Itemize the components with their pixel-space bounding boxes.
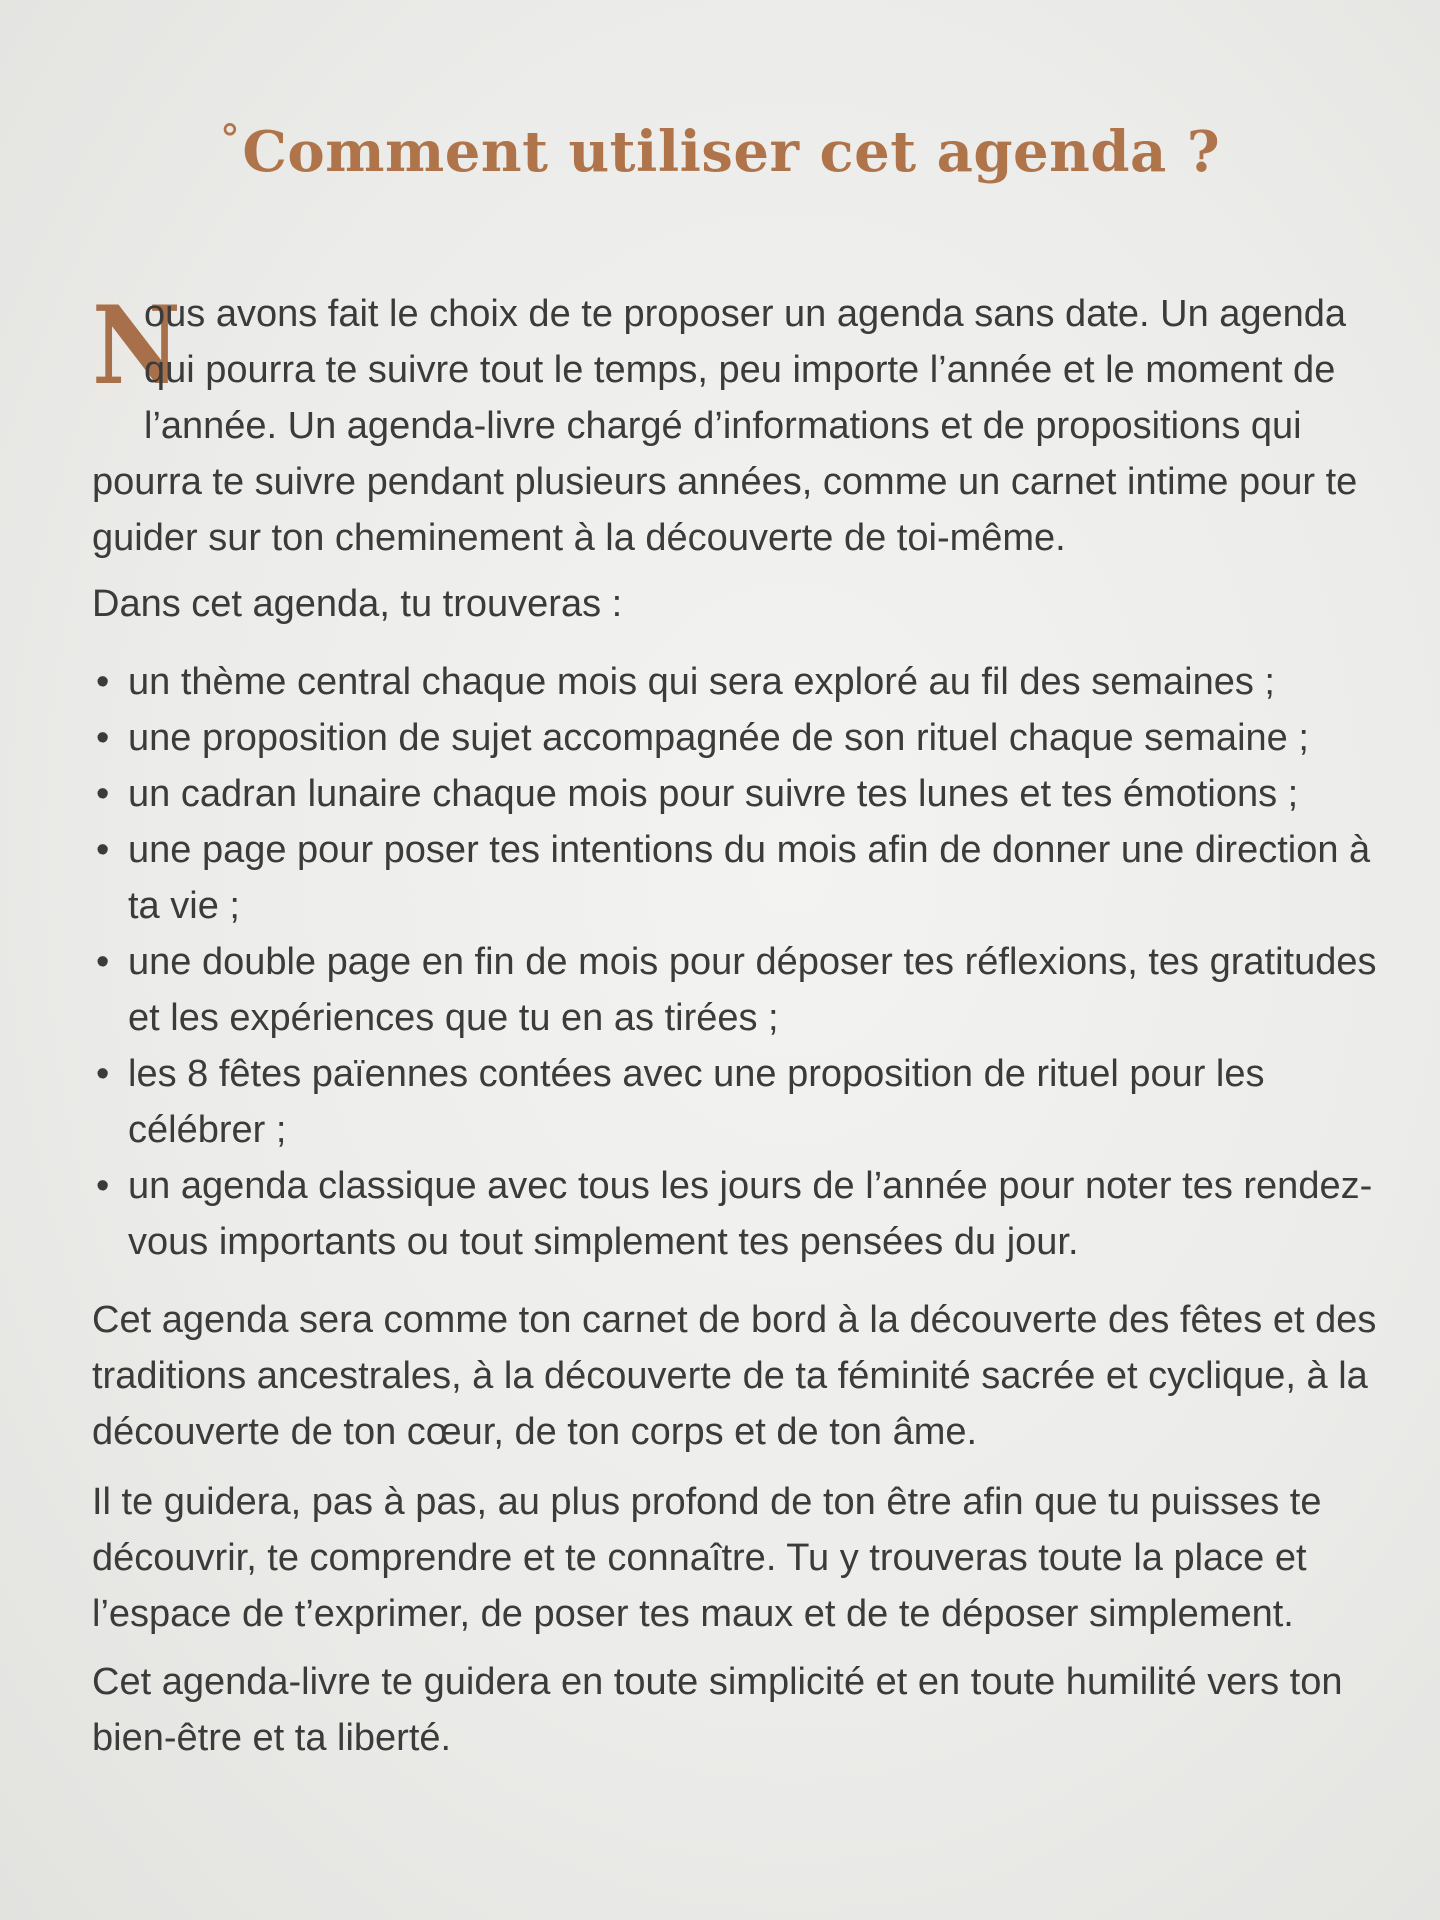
list-intro: Dans cet agenda, tu trouveras : <box>92 583 623 625</box>
list-item <box>92 766 1382 822</box>
list-item <box>92 1158 1382 1270</box>
body-paragraph: Cet agenda sera comme ton carnet de bord à la découverte des fêtes et des traditions ancestrales, à la découverte de ta féminité sacrée et cyclique, à la découverte de ton cœur, de ton corps et de ton âme. <box>92 1299 1377 1453</box>
drop-cap: N <box>92 283 181 409</box>
bullet-icon: • <box>96 661 110 703</box>
list-item-text: une proposition de sujet accompagnée de son rituel chaque semaine ; <box>128 717 1309 759</box>
bullet-icon: • <box>96 773 110 815</box>
list-item-text: un agenda classique avec tous les jours de l’année pour noter tes rendez-vous importants ou tout simplement tes pensées du jour. <box>128 1165 1373 1263</box>
body-paragraph: Cet agenda-livre te guidera en toute simplicité et en toute humilité vers ton bien-être et ta liberté. <box>92 1661 1343 1759</box>
bullet-icon: • <box>96 1053 110 1095</box>
list-item-text: une double page en fin de mois pour déposer tes réflexions, tes gratitudes et les expériences que tu en as tirées ; <box>128 941 1377 1039</box>
intro-text: ous avons fait le choix de te proposer un agenda sans date. Un agenda qui pourra te suivre tout le temps, peu importe l’année et le moment de l’année. Un agenda-livre chargé d’informations et de propositions qui pourra te suivre pendant plusieurs années, comme un carnet intime pour te guider sur ton cheminement à la découverte de toi-même. <box>92 293 1358 559</box>
title-swash: ° <box>219 117 241 163</box>
list-item <box>92 654 1382 710</box>
body-paragraph: Il te guidera, pas à pas, au plus profond de ton être afin que tu puisses te découvrir, te comprendre et te connaître. Tu y trouveras toute la place et l’espace de t’exprimer, de poser tes maux et de te déposer simplement. <box>92 1481 1322 1635</box>
list-item-text: un thème central chaque mois qui sera exploré au fil des semaines ; <box>128 661 1275 703</box>
list-item <box>92 934 1382 1046</box>
bullet-icon: • <box>96 717 110 759</box>
intro-paragraph <box>92 283 1382 566</box>
title-text: Comment utiliser cet agenda ? <box>242 119 1221 185</box>
page-content <box>92 283 1382 1766</box>
list-item-text: les 8 fêtes païennes contées avec une proposition de rituel pour les célébrer ; <box>128 1053 1265 1151</box>
bullet-icon: • <box>96 941 110 983</box>
list-item <box>92 1046 1382 1158</box>
list-item <box>92 710 1382 766</box>
list-item-text: un cadran lunaire chaque mois pour suivre tes lunes et tes émotions ; <box>128 773 1299 815</box>
bullet-icon: • <box>96 1165 110 1207</box>
page-title <box>0 100 1440 192</box>
bullet-icon: • <box>96 829 110 871</box>
feature-list <box>92 654 1382 1270</box>
list-item-text: une page pour poser tes intentions du mois afin de donner une direction à ta vie ; <box>128 829 1371 927</box>
list-item <box>92 822 1382 934</box>
